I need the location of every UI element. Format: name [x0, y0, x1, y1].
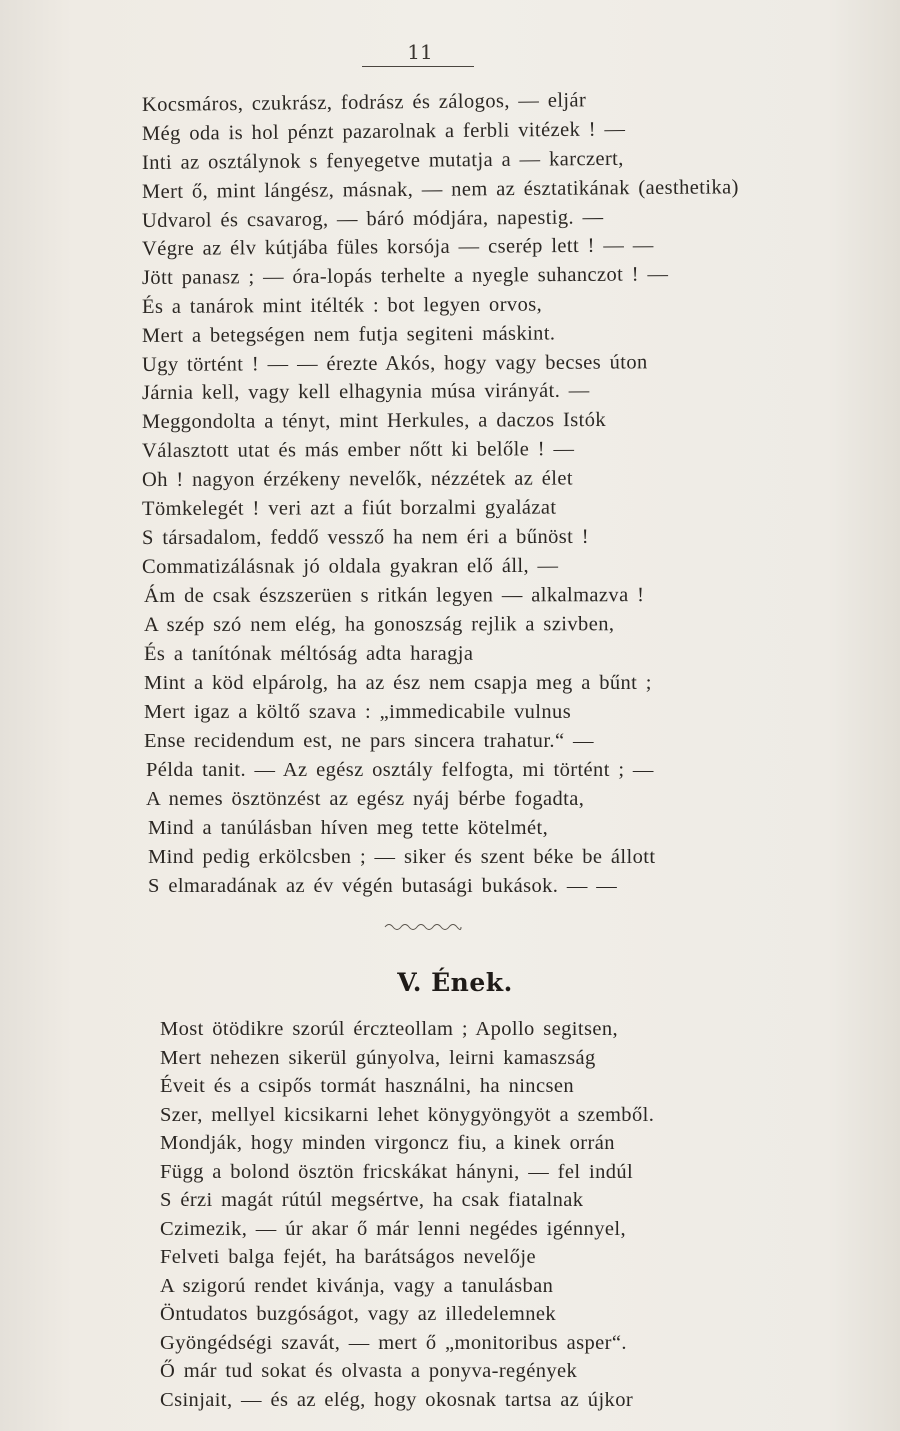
verse-line: Mert a betegségen nem futja segiteni máskint.: [141, 322, 556, 347]
verse-line: Járnia kell, vagy kell elhagynia músa virányát. —: [141, 379, 590, 404]
verse-line: Mondják, hogy minden virgoncz fiu, a kinek orrán: [160, 1132, 615, 1154]
verse-line: A szép szó nem elég, ha gonoszság rejlik a szivben,: [143, 613, 615, 636]
verse-line: Czimezik, — úr akar ő már lenni negédes igénnyel,: [160, 1218, 626, 1240]
verse-line: Példa tanit. — Az egész osztály felfogta, mi történt ; —: [146, 759, 654, 781]
verse-line: És a tanárok mint itélték : bot legyen orvos,: [141, 293, 543, 318]
verse-line: Szer, mellyel kicsikarni lehet könygyöngyöt a szemből.: [160, 1104, 655, 1126]
verse-line: Ő már tud sokat és olvasta a ponyva-regények: [160, 1360, 578, 1382]
verse-line: Mert nehezen sikerül gúnyolva, leirni kamaszság: [160, 1047, 596, 1069]
verse-line: Még oda is hol pénzt pazarolnak a ferbli vitézek ! —: [141, 118, 626, 145]
verse-line: Mert ő, mint lángész, másnak, — nem az észtatikának (aesthetika): [141, 176, 739, 203]
verse-line: Választott utat és más ember nőtt ki belőle ! —: [141, 438, 575, 462]
verse-line: Mert igaz a költő szava : „immedicabile vulnus: [144, 701, 572, 723]
verse-line: S érzi magát rútúl megsértve, ha csak fiatalnak: [160, 1189, 584, 1211]
verse-line: Gyöngédségi szavát, — mert ő „monitoribus asper“.: [160, 1332, 627, 1354]
verse-line: Csinjait, — és az elég, hogy okosnak tartsa az újkor: [160, 1389, 634, 1411]
verse-line: Ense recidendum est, ne pars sincera trahatur.“ —: [144, 730, 594, 752]
verse-line: Oh ! nagyon érzékeny nevelők, nézzétek az élet: [141, 467, 574, 491]
section-divider-ornament: [383, 920, 463, 934]
verse-line: A szigorú rendet kivánja, vagy a tanulásban: [160, 1275, 554, 1297]
verse-line: Függ a bolond ösztön fricskákat hányni, — fel indúl: [160, 1161, 634, 1183]
verse-line: S társadalom, feddő vessző ha nem éri a bűnöst !: [141, 525, 590, 549]
verse-line: Meggondolta a tényt, mint Herkules, a daczos Istók: [141, 408, 607, 433]
verse-line: Tömkelegét ! veri azt a fiút borzalmi gyalázat: [141, 496, 557, 520]
section-title: V. Ének.: [397, 968, 513, 997]
verse-line: S elmaradának az év végén butasági bukások. — —: [148, 875, 618, 897]
verse-line: Végre az élv kútjába füles korsója — cserép lett ! — —: [141, 234, 654, 260]
verse-line: Mind pedig erkölcsben ; — siker és szent béke be állott: [148, 846, 656, 868]
page-number-rule: [362, 66, 474, 67]
verse-line: Ám de csak észszerüen s ritkán legyen — alkalmazva !: [143, 584, 645, 607]
verse-line: És a tanítónak méltóság adta haragja: [143, 642, 474, 665]
verse-line: Öntudatos buzgóságot, vagy az illedelemnek: [160, 1303, 556, 1325]
verse-line: Inti az osztálynok s fenyegetve mutatja a — karczert,: [141, 147, 624, 174]
verse-line: Jött panasz ; — óra-lopás terhelte a nyegle suhanczot ! —: [141, 263, 669, 289]
verse-line: Udvarol és csavarog, — báró módjára, napestig. —: [141, 206, 604, 232]
verse-line: Ugy történt ! — — érezte Akós, hogy vagy becses úton: [141, 351, 648, 376]
verse-line: Kocsmáros, czukrász, fodrász és zálogos, — eljár: [141, 89, 587, 116]
page-number: 11: [407, 40, 433, 64]
verse-line: Éveit és a csipős tormát használni, ha nincsen: [160, 1075, 574, 1097]
verse-line: A nemes ösztönzést az egész nyáj bérbe fogadta,: [146, 788, 585, 810]
verse-line: Felveti balga fejét, ha barátságos nevelője: [160, 1246, 537, 1268]
verse-line: Mint a köd elpárolg, ha az ész nem csapja meg a bűnt ;: [144, 672, 652, 694]
verse-line: Commatizálásnak jó oldala gyakran elő áll, —: [141, 554, 559, 578]
verse-line: Mind a tanúlásban híven meg tette kötelmét,: [148, 817, 549, 839]
verse-line: Most ötödikre szorúl érczteollam ; Apollo segitsen,: [160, 1018, 618, 1040]
